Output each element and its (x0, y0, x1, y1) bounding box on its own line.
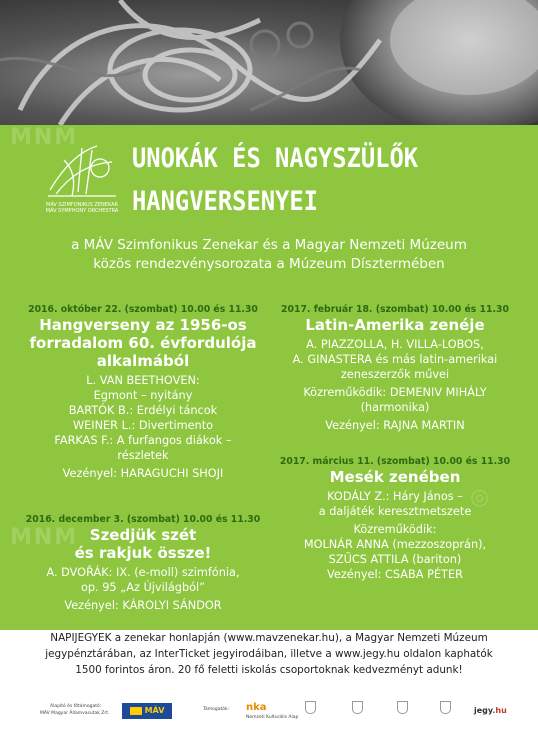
logo-line-1: MÁV SZIMFONIKUS ZENEKAR (46, 202, 118, 208)
ticket-info (0, 630, 538, 678)
concert-3 (270, 303, 520, 433)
program-line: L. VAN BEETHOVEN: (86, 374, 200, 387)
program-line: A. PIAZZOLLA, H. VILLA-LOBOS, (306, 338, 484, 351)
founder-name: MÁV Magyar Államvasutak Zrt. (40, 711, 110, 716)
program-line: zeneszerzők művei (340, 368, 450, 381)
program-line: BARTÓK B.: Erdélyi táncok (68, 404, 218, 417)
conductor-line: Vezényel: CSABA PÉTER (327, 568, 463, 581)
program-line: op. 95 „Az Újvilágból” (80, 581, 206, 594)
ticket-info-line-2: jegypénztárában, az InterTicket jegyirodáiban, illetve a www.jegy.hu oldalon kaphatók (45, 648, 493, 660)
concert-title-line: és rakjuk össze! (74, 544, 212, 562)
watermark-mnm: MNM (10, 125, 79, 150)
conductor-line: Vezényel: RAJNA MARTIN (325, 419, 465, 432)
concert-4 (270, 455, 520, 582)
concert-title-line: alkalmából (96, 352, 190, 370)
jegy-logo-text: jegy (474, 706, 493, 715)
jegy-logo-tld: .hu (492, 706, 507, 715)
subtitle-line-1: a MÁV Szimfonikus Zenekar és a Magyar Nemzeti Múzeum (71, 237, 467, 253)
program-line: A. GINASTERA és más latin-amerikai (292, 353, 498, 366)
concert-title-line: Latin-Amerika zenéje (305, 316, 485, 334)
nka-subtitle: Nemzeti Kulturális Alap (246, 715, 299, 720)
logo-line-2: MÁV SYMPHONY ORCHESTRA (45, 208, 119, 214)
concert-title-line: forradalom 60. évfordulója (29, 334, 257, 352)
ticket-info-line-3: 1500 forintos áron. 20 fő feletti iskolás csoportoknak kedvezményt adunk! (75, 664, 463, 676)
program-line: FARKAS F.: A furfangos diákok – (54, 434, 232, 447)
performer-line: Közreműködik: (353, 523, 437, 536)
conductor-line: Vezényel: HARAGUCHI SHOJI (62, 467, 224, 480)
orchestra-logo (42, 140, 122, 214)
performer-line: (harmonika) (360, 401, 430, 414)
page-title-line-2: HANGVERSENYEI (132, 186, 318, 217)
nka-logo-text: nka (246, 702, 267, 713)
crest-icon (305, 701, 316, 714)
program-line: a daljáték keresztmetszete (318, 505, 472, 518)
mav-logo-text: MÁV (144, 706, 165, 715)
concert-date: 2016. október 22. (szombat) 10.00 és 11.30 (28, 304, 258, 315)
orchestra-logo-icon (42, 140, 122, 202)
program-line: Egmont – nyitány (93, 389, 193, 402)
mav-logo (122, 703, 172, 719)
concert-title-line: Szedjük szét (89, 526, 197, 544)
french-horn-illustration (0, 0, 538, 125)
subtitle-line-2: közös rendezvénysorozata a Múzeum Dísztermében (93, 256, 445, 272)
watermark-circle: ◎ (470, 485, 492, 510)
supporters-label: Támogatók: (203, 707, 230, 712)
concert-date: 2017. március 11. (szombat) 10.00 és 11.30 (279, 456, 511, 467)
ticket-info-line-1: NAPIJEGYEK a zenekar honlapján (www.mavzenekar.hu), a Magyar Nemzeti Múzeum (50, 632, 488, 644)
concert-title-line: Mesék zenében (329, 468, 461, 486)
concert-date: 2017. február 18. (szombat) 10.00 és 11.30 (281, 304, 509, 315)
program-line: A. DVOŘÁK: IX. (e-moll) szimfónia, (46, 566, 240, 579)
concert-title-line: Hangverseny az 1956-os (39, 316, 247, 334)
crest-icon (352, 701, 363, 714)
conductor-line: Vezényel: KÁROLYI SÁNDOR (64, 599, 222, 612)
crest-icon (397, 701, 408, 714)
performer-line: MOLNÁR ANNA (mezzoszoprán), (303, 538, 487, 551)
mav-logo-icon (130, 707, 142, 715)
jegy-logo (474, 706, 507, 715)
concert-1 (18, 303, 268, 481)
horn-photo (0, 0, 538, 125)
concert-date: 2016. december 3. (szombat) 10.00 és 11.30 (25, 514, 261, 525)
founder-label: Alapító és főtámogató: (50, 704, 102, 709)
concert-2 (18, 513, 268, 613)
nka-logo (246, 702, 267, 713)
performer-line: SZŰCS ATTILA (bariton) (328, 553, 462, 566)
program-line: WEINER L.: Divertimento (72, 419, 214, 432)
crest-icon (440, 701, 451, 714)
program-line: KODÁLY Z.: Háry János – (327, 490, 463, 503)
performer-line: Közreműködik: DEMENIV MIHÁLY (303, 386, 487, 399)
page-title-line-1: UNOKÁK ÉS NAGYSZÜLŐK (132, 143, 419, 174)
program-line: részletek (117, 449, 169, 462)
watermark-mnm-2: MNM (10, 525, 79, 550)
